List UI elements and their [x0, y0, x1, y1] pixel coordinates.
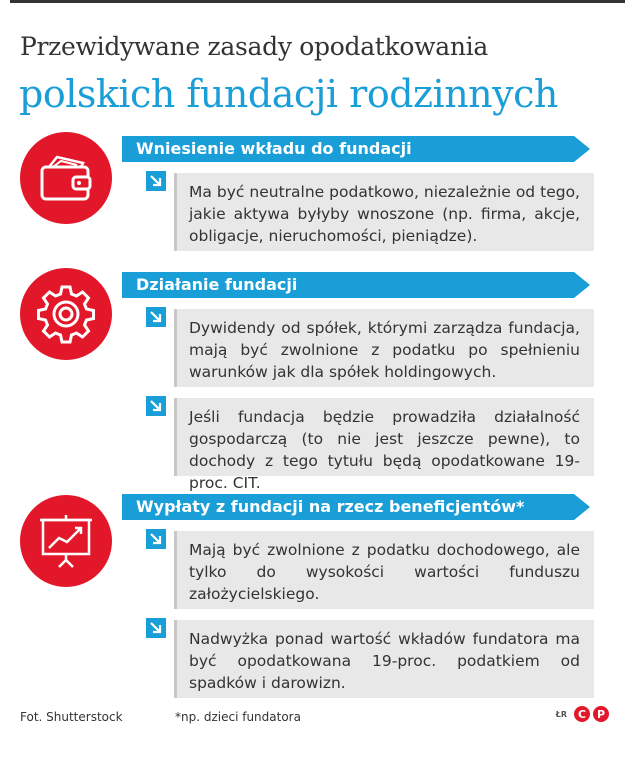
logo-letter-c: C [574, 706, 590, 722]
section-heading: Działanie fundacji [122, 272, 574, 298]
photo-credit: Fot. Shutterstock [20, 710, 123, 724]
section-heading: Wypłaty z fundacji na rzecz beneficjentów* [122, 494, 574, 520]
arrow-down-right-icon [146, 307, 166, 327]
author-initials: ŁR [555, 709, 567, 719]
logo-letter-p: P [593, 706, 609, 722]
title-line-1: Przewidywane zasady opodatkowania [20, 32, 488, 61]
arrow-down-right-icon [146, 396, 166, 416]
arrow-down-right-icon [146, 529, 166, 549]
chart-board-icon [37, 512, 95, 570]
arrow-down-right-icon [146, 618, 166, 638]
section-item: Nadwyżka ponad wartość wkładów fundatora ma być opodatkowana 19-proc. podatkiem od spadków i darowizn. [174, 620, 594, 698]
section-heading: Wniesienie wkładu do fundacji [122, 136, 574, 162]
section-item: Mają być zwolnione z podatku dochodowego, ale tylko do wysokości wartości funduszu założycielskiego. [174, 531, 594, 609]
section-item: Dywidendy od spółek, którymi zarządza fundacja, mają być zwolnione z podatku po spełnieniu warunków jak dla spółek holdingowych. [174, 309, 594, 387]
chart-board-icon-circle [20, 495, 112, 587]
gear-icon [35, 283, 97, 345]
top-rule [10, 0, 625, 3]
section-item: Jeśli fundacja będzie prowadziła działalność gospodarczą (to nie jest jeszcze pewne), to dochody z tego tytułu będą opodatkowane 19-proc. CIT. [174, 398, 594, 476]
section-item: Ma być neutralne podatkowo, niezależnie od tego, jakie aktywa byłyby wnoszone (np. firma, akcje, obligacje, nieruchomości, pieniądze). [174, 173, 594, 251]
wallet-icon [37, 153, 95, 203]
footnote: *np. dzieci fundatora [175, 710, 301, 724]
arrow-down-right-icon [146, 171, 166, 191]
title-line-2: polskich fundacji rodzinnych [19, 72, 558, 116]
publisher-logo [556, 706, 609, 722]
gear-icon-circle [20, 268, 112, 360]
wallet-icon-circle [20, 132, 112, 224]
